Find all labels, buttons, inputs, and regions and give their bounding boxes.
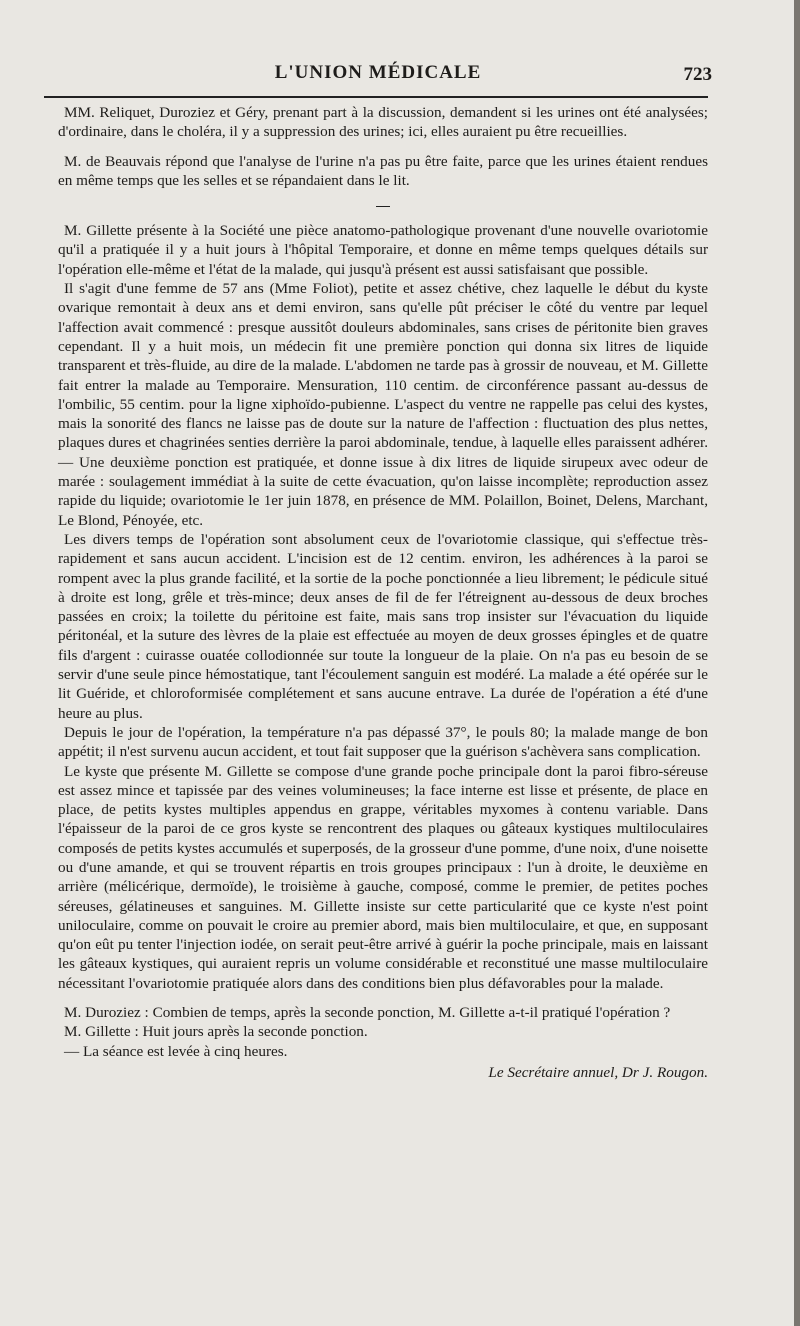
paragraph-session-closed: — La séance est levée à cinq heures. <box>64 1042 288 1060</box>
paragraph-gillette-presentation: M. Gillette présente à la Société une pièce anatomo-pathologique provenant d'une nouvelle ovariotomie qu'il a pratiquée il y a huit jours à l'hôpital Temporaire, et donne en même temps quelques détails sur l'opération elle-même et l'état de la malade, qui jusqu'à présent est aussi satisfaisant que possible. <box>58 222 708 278</box>
section-separator <box>376 206 390 207</box>
paragraph-beauvais-reply: M. de Beauvais répond que l'analyse de l'urine n'a pas pu être faite, parce que les urines étaient rendues en même temps que les selles et se répandaient dans le lit. <box>58 152 708 189</box>
paragraph-urine-analysis-question: MM. Reliquet, Duroziez et Géry, prenant part à la discussion, demandent si les urines ont été analysées; d'ordinaire, dans le choléra, il y a suppression des urines; ici, elles auraient pu être recueillies. <box>58 104 708 141</box>
running-head: L'UNION MÉDICALE <box>274 62 482 83</box>
page-number: 723 <box>683 64 712 85</box>
paragraph-cyst-description: Le kyste que présente M. Gillette se compose d'une grande poche principale dont la paroi fibro-séreuse est assez mince et tapissée par des veines volumineuses; la face interne est lisse et présente, de place en place, de petits kystes multiples appendus en grappe, véritables myxomes à contenu variable. Dans l'épaisseur de la paroi de ce gros kyste se rencontrent des plaques ou gâteaux kystiques multiloculaires composés de petits kystes accumulés et superposés, de la grosseur d'une pomme, d'une noix, d'une noisette ou d'une amande, et qui se trouvent répartis en trois groupes principaux : l'un à droite, le deuxième en arrière (mélicérique, dermoïde), le troisième à gauche, composé, comme le premier, de petites poches séreuses, gélatineuses et sanguines. M. Gillette insiste sur cette particularité que ce kyste n'est point uniloculaire, comme on pouvait le croire au premier abord, mais bien multiloculaire, et que, en supposant qu'on eût pu tenter l'injection iodée, on serait peut-être arrivé à guérir la poche principale, mais en laissant les gâteaux kystiques, qui auraient repris un volume considérable et reconstitué une masse multiloculaire nécessitant l'ovariotomie pratiquée alors dans des conditions bien plus défavorables pour la malade. <box>58 762 708 992</box>
paragraph-case-history: Il s'agit d'une femme de 57 ans (Mme Foliot), petite et assez chétive, chez laquelle le début du kyste ovarique remontait à deux ans et demi environ, sans qu'elle pût préciser le côté du ventre par lequel l'affection avait commencé : presque aussitôt douleurs abdominales, sans crises de péritonite bien graves cependant. Il y a huit mois, un médecin fit une première ponction qui donna six litres de liquide transparent et très-fluide, au dire de la malade. L'abdomen ne tarde pas à grossir de nouveau, et M. Gillette fait entrer la malade au Temporaire. Mensuration, 110 centim. de circonférence passant au-dessus de l'ombilic, 55 centim. pour la ligne xiphoïdo-pubienne. L'aspect du ventre ne rappelle pas celui des kystes, mais la sonorité des flancs ne laisse pas de doute sur la nature de l'affection : fluctuation des plus nettes, plaques dures et chagrinées senties derrière la paroi abdominale, tendue, à laquelle elles paraissent adhérer. — Une deuxième ponction est pratiquée, et donne issue à dix litres de liquide sirupeux avec odeur de marée : soulagement immédiat à la suite de cette évacuation, qu'on laisse incomplète; reproduction assez rapide du liquide; ovariotomie le 1er juin 1878, en présence de MM. Polaillon, Boinet, Delens, Marchant, Le Blond, Pénoyée, etc. <box>58 280 708 529</box>
paragraph-gillette-answer: M. Gillette : Huit jours après la seconde ponction. <box>64 1023 368 1041</box>
paragraph-recovery: Depuis le jour de l'opération, la température n'a pas dépassé 37°, le pouls 80; la malade mange de bon appétit; il n'est survenu aucun accident, et tout fait supposer que la guérison s'achèvera sans complication. <box>58 723 708 761</box>
header-rule <box>44 96 708 98</box>
paragraph-duroziez-question: M. Duroziez : Combien de temps, après la seconde ponction, M. Gillette a-t-il pratiqué l'opération ? <box>64 1004 671 1022</box>
paragraph-operation: Les divers temps de l'opération sont absolument ceux de l'ovariotomie classique, qui s'effectue très-rapidement et sans aucun accident. L'incision est de 12 centim. environ, les adhérences à la paroi se rompent avec la plus grande facilité, et la sortie de la poche ponctionnée a lieu librement; le pédicule situé à droite est long, grêle et très-mince; deux anses de fil de fer l'étreignent au-dessous de deux broches passées en croix; la toilette du péritoine est faite, mais sans trop insister sur l'évacuation du liquide péritonéal, et la suture des lèvres de la plaie est effectuée au moyen de deux grosses épingles et de quatre fils d'argent : cuirasse ouatée collodionnée sur toute la longueur de la plaie. On n'a pas eu besoin de se servir d'une seule pince hémostatique, tant l'écoulement sanguin est modéré. La malade a été opérée sur le lit Guéride, et chloroformisée complétement et sans aucune entrave. La durée de l'opération a été d'une heure au plus. <box>58 530 708 722</box>
article-body <box>58 103 708 1082</box>
secretary-signature: Le Secrétaire annuel, Dr J. Rougon. <box>488 1063 708 1081</box>
page-header <box>44 60 712 88</box>
